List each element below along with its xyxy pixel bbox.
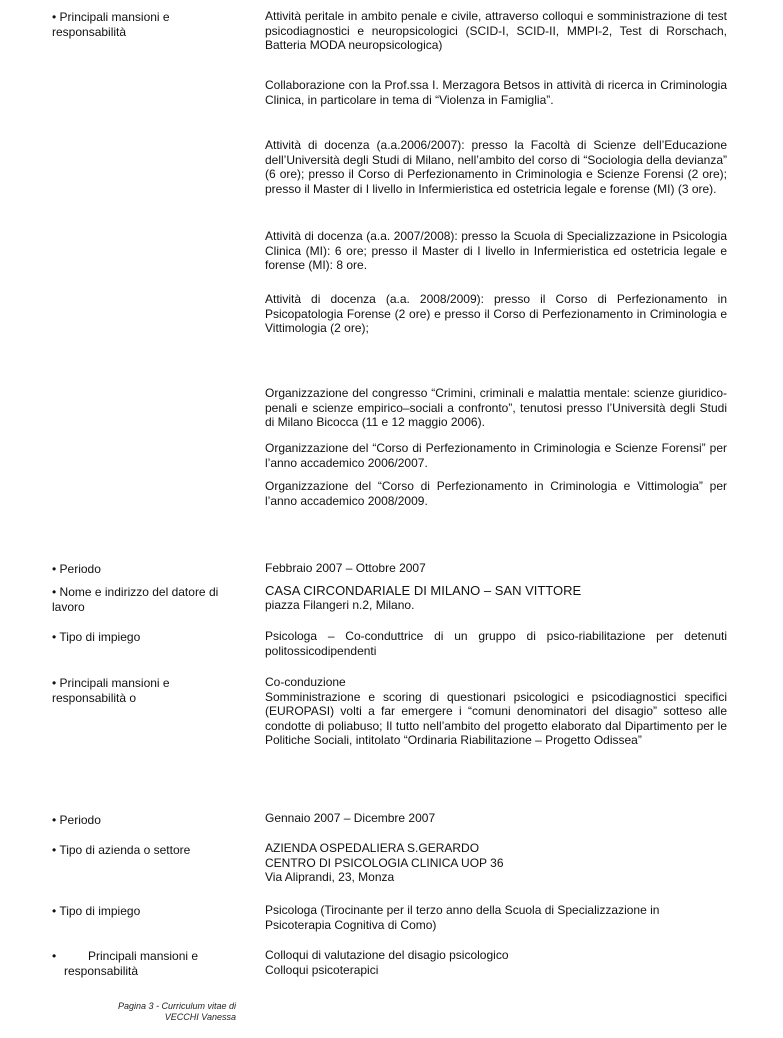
period-value: Febbraio 2007 – Ottobre 2007 <box>265 561 426 575</box>
duties-label-line: responsabilità <box>64 964 139 978</box>
duties-line: Colloqui psicoterapici <box>265 962 379 977</box>
paragraph-corso-2008: Organizzazione del “Corso di Perfezionamento in Criminologia e Vittimologia” per l’anno accademico 2008/2009. <box>265 479 727 508</box>
period-value: Gennaio 2007 – Dicembre 2007 <box>265 811 436 825</box>
sector-line: CENTRO DI PSICOLOGIA CLINICA UOP 36 <box>265 855 504 870</box>
paragraph-docenza-2006: Attività di docenza (a.a.2006/2007): presso la Facoltà di Scienze dell’Educazione dell’Università degli Studi di Milano, nell’ambito del corso di “Sociologia della devianza” (6 ore); presso il Corso di Perfezionamento in Criminologia e Scienze Forensi (2 ore); presso il Master di I livello in Infermieristica ed ostetricia legale e forense (MI) (3 ore). <box>265 138 727 196</box>
duties-line: Co-conduzione <box>265 675 346 689</box>
page-footer <box>100 1001 236 1023</box>
paragraph-peritale: Attività peritale in ambito penale e civile, attraverso colloqui e somministrazione di test psicodiagnostici e neuropsicologici (SCID-I, SCID-II, MMPI-2, Test di Rorschach, Batteria MODA neuropsicologica) <box>265 9 727 52</box>
duties-block <box>265 675 727 748</box>
duties-block <box>265 948 727 977</box>
duties-label: • Principali mansioni e responsabilità o <box>52 676 170 705</box>
sector-line: AZIENDA OSPEDALIERA S.GERARDO <box>265 841 480 855</box>
duties-label-line: Principali mansioni e <box>88 949 199 963</box>
period-label: • Periodo <box>52 562 101 576</box>
job-type-label: • Tipo di impiego <box>52 904 141 918</box>
employer-address: piazza Filangeri n.2, Milano. <box>265 598 415 612</box>
period-label: • Periodo <box>52 813 101 827</box>
job-type-value: Psicologa (Tirocinante per il terzo anno della Scuola di Specializzazione in Psicoterapia Cognitiva di Como) <box>265 903 660 932</box>
duties-text: Somministrazione e scoring di questionari psicologici e psicodiagnostici specifici (EUROPASI) volti a far emergere i “comuni denominatori del disagio” sotteso alle condotte di poliabuso; Il tutto nell’ambito del progetto elaborato dal Dipartimento per le Politiche Sociali, intitolato “Ordinaria Riabilitazione – Progetto Odissea” <box>265 689 727 747</box>
sector-label: • Tipo di azienda o settore <box>52 843 191 857</box>
paragraph-corso-2006: Organizzazione del “Corso di Perfezionamento in Criminologia e Scienze Forensi” per l’anno accademico 2006/2007. <box>265 441 727 470</box>
paragraph-docenza-2007: Attività di docenza (a.a. 2007/2008): presso la Scuola di Specializzazione in Psicologia Clinica (MI): 6 ore; presso il Master di I livello in Infermieristica ed ostetricia legale e forense (MI): 8 ore. <box>265 229 727 272</box>
employer-name: CASA CIRCONDARIALE DI MILANO – SAN VITTORE <box>265 583 582 598</box>
job-type-value: Psicologa – Co-conduttrice di un gruppo di psico-riabilitazione per detenuti politossicodipendenti <box>265 629 727 658</box>
footer-line: VECCHI Vanessa <box>164 1012 236 1022</box>
duties-bullet: • <box>52 949 57 963</box>
employer-label: • Nome e indirizzo del datore di lavoro <box>52 585 219 614</box>
paragraph-congresso: Organizzazione del congresso “Crimini, criminali e malattia mentale: scienze giuridico-penali e scienze empirico–sociali a confronto”, tenutosi presso l’Università degli Studi di Milano Bicocca (11 e 12 maggio 2006). <box>265 386 727 429</box>
sector-block <box>265 841 727 885</box>
sector-line: Via Aliprandi, 23, Monza <box>265 870 395 884</box>
footer-line: Pagina 3 - Curriculum vitae di <box>117 1001 236 1011</box>
duties-label: • Principali mansioni e responsabilità <box>52 10 170 39</box>
duties-line: Colloqui di valutazione del disagio psicologico <box>265 948 509 962</box>
paragraph-collaborazione: Collaborazione con la Prof.ssa I. Merzagora Betsos in attività di ricerca in Criminologia Clinica, in particolare in tema di “Violenza in Famiglia”. <box>265 78 727 107</box>
job-type-label: • Tipo di impiego <box>52 630 141 644</box>
paragraph-docenza-2008: Attività di docenza (a.a. 2008/2009): presso il Corso di Perfezionamento in Psicopatologia Forense (2 ore) e presso il Corso di Perfezionamento in Criminologia e Vittimologia (2 ore); <box>265 292 727 335</box>
employer-block <box>265 583 727 613</box>
